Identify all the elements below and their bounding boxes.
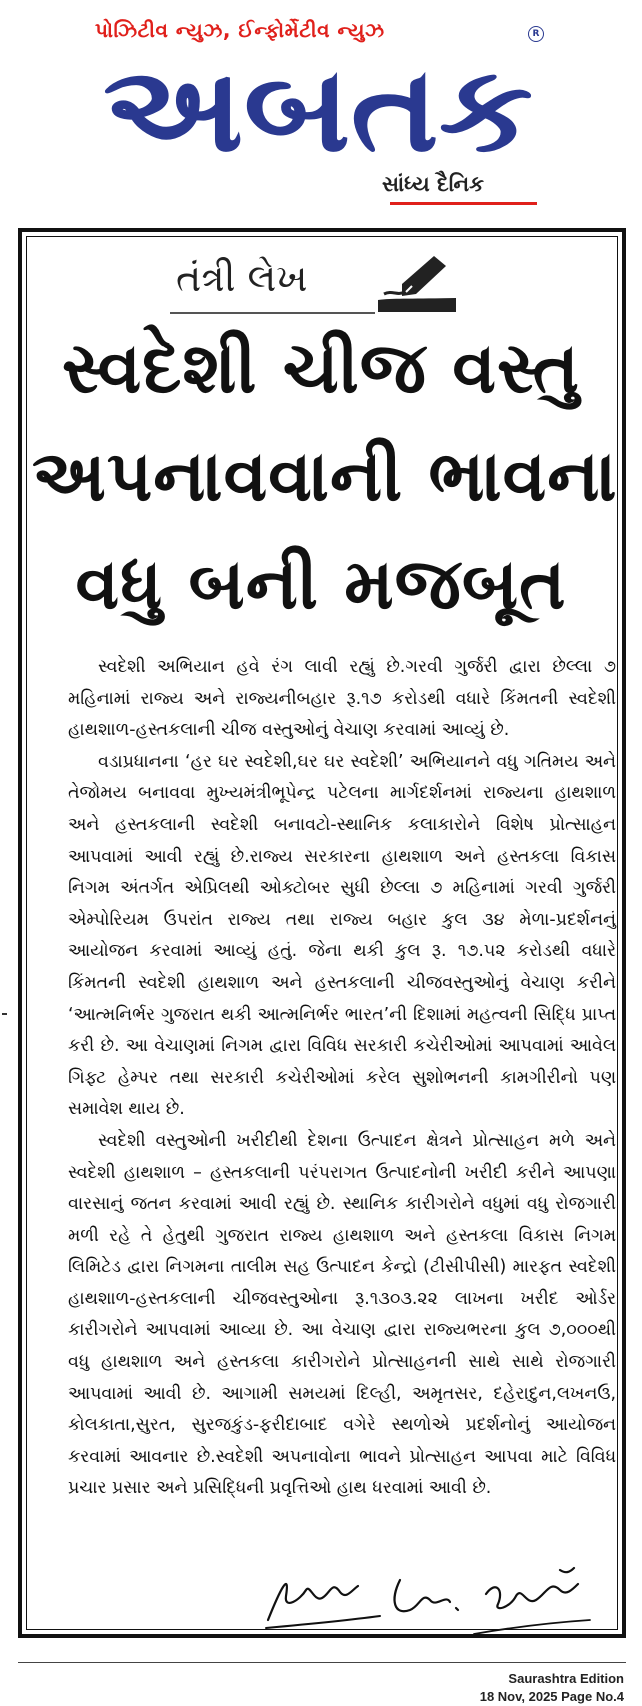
- registered-mark-icon: R: [528, 26, 544, 42]
- masthead: [0, 0, 642, 215]
- editorial-section-header: [176, 256, 466, 312]
- page-footer: [480, 1670, 624, 1706]
- headline-line-1: સ્વદેશી ચીજ વસ્તુ: [61, 327, 581, 409]
- headline-line-3: વધુ બની મજબૂત: [75, 543, 567, 625]
- article-body: [68, 652, 616, 1505]
- edition-kind-label: સાંધ્ય દૈનિક: [382, 172, 484, 196]
- edition-name: Saurashtra Edition: [508, 1671, 624, 1686]
- pen-writing-icon: [372, 254, 460, 314]
- headline-line-2: અપનાવવાની ભાવના: [32, 435, 618, 517]
- newspaper-logo: [98, 42, 538, 170]
- logo-text: અબતક: [103, 42, 533, 170]
- margin-mark: [2, 1013, 7, 1015]
- footer-rule: [18, 1662, 626, 1663]
- masthead-tagline: પોઝિટીવ ન્યુઝ, ઈન્ફોર્મેટીવ ન્યુઝ: [95, 18, 385, 42]
- article-paragraph: વડાપ્રધાનના ‘હર ઘર સ્વદેશી,ઘર ઘર સ્વદેશી’ અભિયાનને વધુ ગતિમય અને તેજોમય બનાવવા મુખ્યમંત્રીભૂપેન્દ્ર પટેલના માર્ગદર્શનમાં રાજ્યના હાથશાળ અને હસ્તકલાની સ્વદેશી બનાવટો-સ્થાનિક કલાકારોને વિશેષ પ્રોત્સાહન આપવામાં આવી રહ્યું છે.રાજ્ય સરકારના હાથશાળ અને હસ્તકલા વિકાસ નિગમ અંતર્ગત એપ્રિલથી ઓક્ટોબર સુધી છેલ્લા ૭ મહિનામાં ગરવી ગુર્જરી એમ્પોરિયમ ઉપરાંત રાજ્ય તથા રાજ્ય બહાર કુલ ૩૪ મેળા-પ્રદર્શનનું આયોજન કરવામાં આવ્યું હતું. જેના થકી કુલ રૂ. ૧૭.૫૨ કરોડથી વધારે કિંમતની સ્વદેશી હાથશાળ અને હસ્તકલાની ચીજવસ્તુઓનું વેચાણ કરીને ‘આત્મનિર્ભર ગુજરાત થકી આત્મનિર્ભર ભારત’ની દિશામાં મહત્વની સિદ્ધિ પ્રાપ્ત કરી છે. આ વેચાણમાં નિગમ દ્વારા વિવિધ સરકારી કચેરીઓમાં આપવામાં આવેલ ગિફ્ટ હેમ્પર તથા સરકારી કચેરીઓમાં કરેલ સુશોભનની કામગીરીનો પણ સમાવેશ થાય છે.: [68, 751, 616, 1120]
- article-paragraph: સ્વદેશી અભિયાન હવે રંગ લાવી રહ્યું છે.ગરવી ગુર્જરી દ્વારા છેલ્લા ૭ મહિનામાં રાજ્ય અને રાજ્યનીબહાર રૂ.૧૭ કરોડથી વધારે કિંમતની સ્વદેશી હાથશાળ-હસ્તકલાની ચીજ વસ્તુઓનું વેચાણ કરવામાં આવ્યું છે.: [68, 657, 616, 741]
- signature-text: સતીષ કે. મહેતા: [260, 1550, 267, 1551]
- article-paragraph: સ્વદેશી વસ્તુઓની ખરીદીથી દેશના ઉત્પાદન ક્ષેત્રને પ્રોત્સાહન મળે અને સ્વદેશી હાથશાળ – હસ્તકલાની પરંપરાગત ઉત્પાદનોની ખરીદી કરીને આપણા વારસાનું જતન કરવામાં આવી રહ્યું છે. સ્થાનિક કારીગરોને વધુમાં વધુ રોજગારી મળી રહે તે હેતુથી ગુજરાત રાજ્ય હાથશાળ અને હસ્તકલા વિકાસ નિગમ લિમિટેડ દ્વારા નિગમના તાલીમ સહ ઉત્પાદન કેન્દ્રો (ટીસીપીસી) મારફત સ્વદેશી હાથશાળ-હસ્તકલાની ચીજવસ્તુઓના રૂ.૧૩૦૩.૨૨ લાખના ખરીદ ઓર્ડર કારીગરોને આપવામાં આવ્યા છે. આ વેચાણ દ્વારા રાજ્યભરના કુલ ૭,૦૦૦થી વધુ હાથશાળ અને હસ્તકલા કારીગરોને પ્રોત્સાહનની સાથે સાથે રોજગારી આપવામાં આવી છે. આગામી સમયમાં દિલ્હી, અમૃતસર, દહેરાદુન,લખનઉ, કોલકાતા,સુરત, સુરજકુંડ-ફરીદાબાદ વગેરે સ્થળોએ પ્રદર્શનોનું આયોજન કરવામાં આવનાર છે.સ્વદેશી અપનાવોના ભાવને પ્રોત્સાહન આપવા માટે વિવિધ પ્રચાર પ્રસાર અને પ્રસિદ્ધિની પ્રવૃત્તિઓ હાથ ધરવામાં આવી છે.: [68, 1130, 616, 1499]
- date-page-number: 18 Nov, 2025 Page No.4: [479, 1689, 624, 1704]
- section-label-underline: [170, 312, 375, 314]
- handwritten-signature: [260, 1550, 620, 1640]
- masthead-underline: [390, 202, 537, 205]
- section-label: તંત્રી લેખ: [176, 256, 308, 300]
